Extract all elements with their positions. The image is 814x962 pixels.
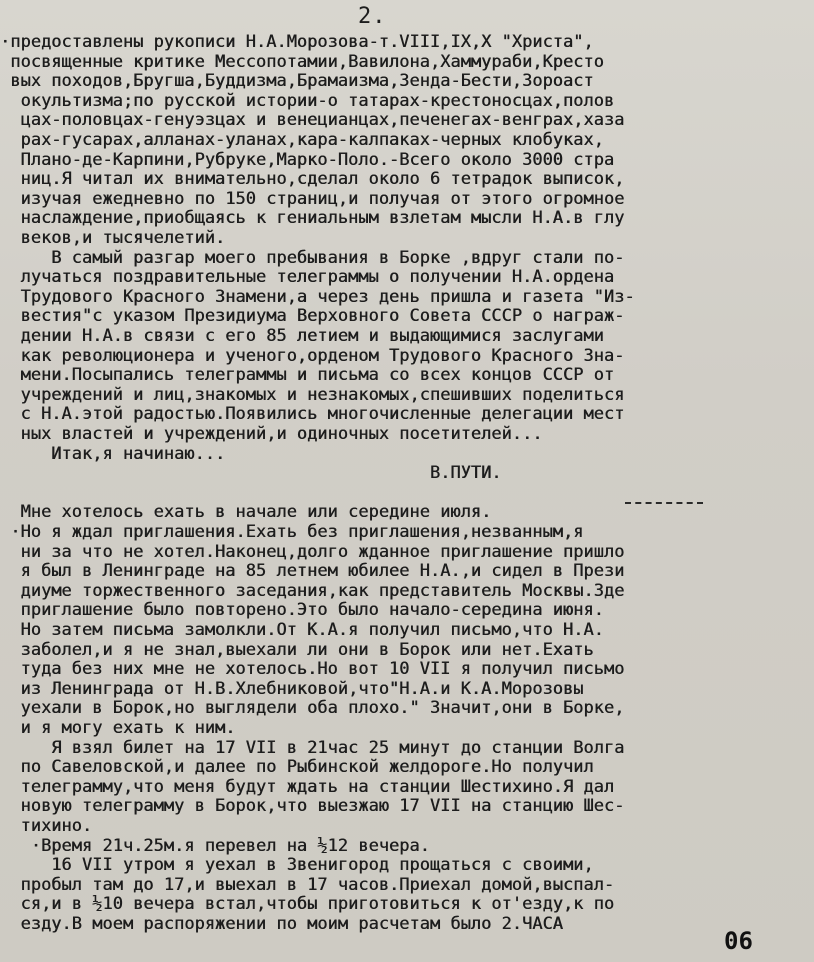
text-line: как революционера и ученого,орденом Трудового Красного Зна- (0, 345, 625, 366)
page-number: 2. (358, 4, 387, 29)
text-line: учреждений и лиц,знакомых и незнакомых,спешивших поделиться (0, 384, 625, 405)
text-line: новую телеграмму в Борок,что выезжаю 17 VII на станцию Шес- (0, 796, 625, 817)
text-line: рах-гусарах,алланах-уланах,кара-калпаках-черных клобуках, (0, 130, 604, 150)
text-line: тихино. (0, 816, 93, 836)
text-line: и я могу ехать к ним. (0, 718, 236, 738)
text-line: вестия"с указом Президиума Верховного Совета СССР о награж- (0, 306, 625, 327)
text-line: ·предоставлены рукописи Н.А.Морозова-т.VIII,IX,X "Христа", (0, 32, 594, 52)
text-line: по Савеловской,и далее по Рыбинской желдороге.Но получил (0, 757, 594, 778)
text-line: лучаться поздравительные телеграммы о получении Н.А.ордена (0, 267, 615, 288)
text-line: телеграмму,что меня будут ждать на станции Шестихино.Я дал (0, 776, 615, 797)
text-line: туда без них мне не хотелось.Но вот 10 VII я получил письмо (0, 659, 625, 680)
text-line: ся,и в ½10 вечера встал,чтобы приготовиться к от'езду,к по (0, 894, 615, 915)
text-line: веков,и тысячелетий. (0, 228, 226, 248)
text-line: Но затем письма замолкли.От К.А.я получил письмо,что Н.А. (0, 620, 604, 640)
text-line: Плано-де-Карпини,Рубруке,Марко-Поло.-Всего около 3000 стра (0, 149, 615, 170)
text-line: цах-половцах-генуэзцах и венецианцах,печенегах-венграх,хаза (0, 110, 625, 131)
text-line: ных властей и учреждений,и одиночных посетителей... (0, 424, 543, 444)
text-line: езду.В моем распоряжении по моим расчетам было 2.ЧАСА (0, 914, 563, 934)
text-line: наслаждение,приобщаясь к гениальным взлетам мысли Н.А.в глу (0, 208, 625, 229)
text-line: ·Но я ждал приглашения.Ехать без приглашения,незванным,я (0, 522, 584, 542)
text-line: с Н.А.этой радостью.Появились многочисленные делегации мест (0, 404, 625, 425)
text-line: В.ПУТИ. (0, 463, 502, 484)
text-line: ниц.Я читал их внимательно,сделал около 6 тетрадок выписок, (0, 169, 625, 190)
text-line: уехали в Борок,но выглядели оба плохо." Значит,они в Борке, (0, 698, 625, 719)
text-line: заболел,и я не знал,выехали ли они в Борок или нет.Ехать (0, 639, 594, 660)
text-line: посвященные критике Мессопотамии,Вавилона,Хаммураби,Кресто (0, 51, 604, 72)
text-line: я был в Ленинграде на 85 летнем юбилее Н.А.,и сидел в Прези (0, 561, 625, 582)
text-line: вых походов,Бругша,Буддизма,Брамаизма,Зенда-Бести,Зороаст (0, 71, 594, 92)
corner-mark: 06 (724, 927, 753, 955)
text-line: Я взял билет на 17 VII в 21час 25 минут до станции Волга (0, 737, 625, 758)
text-line: В самый разгар моего пребывания в Борке ,вдруг стали по- (0, 247, 625, 268)
heading-underline (625, 502, 703, 504)
text-line: Трудового Красного Знамени,а через день пришла и газета "Из- (0, 286, 635, 307)
text-line: 16 VII утром я уехал в Звенигород прощаться с своими, (0, 855, 594, 876)
text-line: диуме торжественного заседания,как представитель Москвы.Зде (0, 580, 625, 601)
text-line: окультизма;по русской истории-о татарах-крестоносцах,полов (0, 90, 615, 111)
text-line: приглашение было повторено.Это было начало-середина июня. (0, 600, 604, 621)
text-line: дении Н.А.в связи с его 85 летием и выдающимися заслугами (0, 326, 604, 346)
text-line: пробыл там до 17,и выехал в 17 часов.Приехал домой,выспал- (0, 874, 615, 895)
text-line: Итак,я начинаю... (0, 443, 226, 464)
text-line: ·Время 21ч.25м.я перевел на ½12 вечера. (0, 835, 430, 856)
text-line: мени.Посыпались телеграммы и письма со всех концов СССР от (0, 365, 615, 386)
text-line: Мне хотелось ехать в начале или середине июля. (0, 502, 492, 523)
text-line: изучая ежедневно по 150 страниц,и получая от этого огромное (0, 188, 625, 209)
text-line: из Ленинграда от Н.В.Хлебниковой,что"Н.А.и К.А.Морозовы (0, 678, 584, 699)
text-line: ни за что не хотел.Наконец,долго жданное приглашение пришло (0, 541, 625, 562)
